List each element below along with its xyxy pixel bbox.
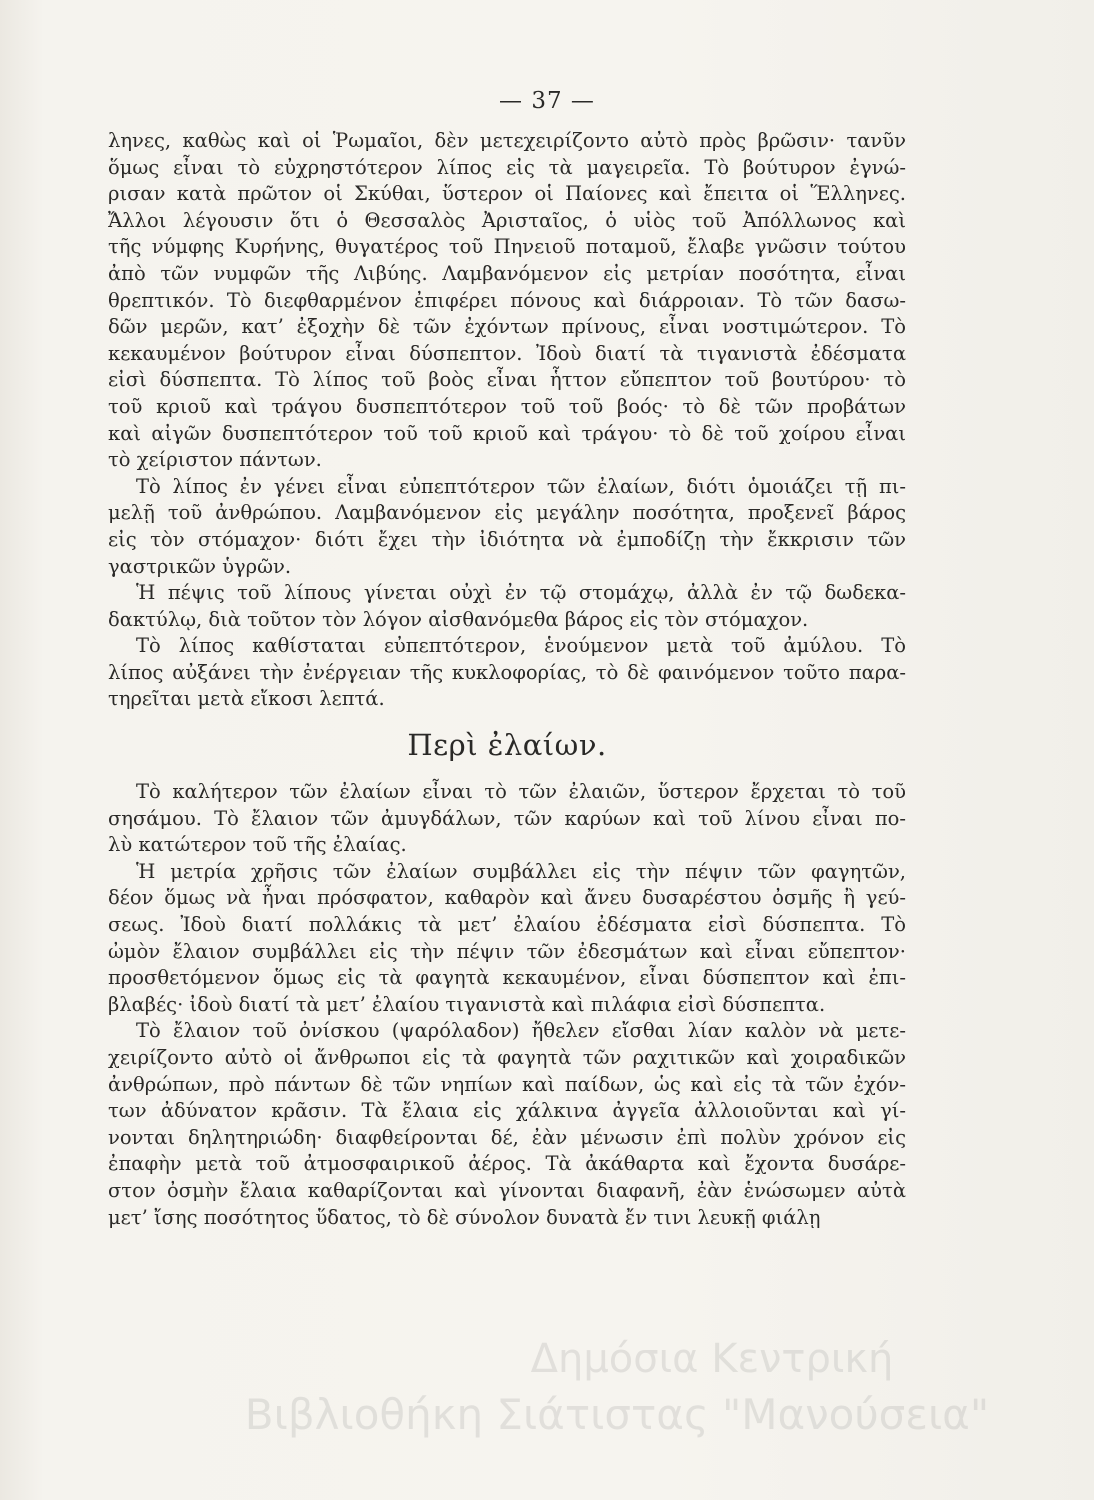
text-line: ληνες, καθὼς καὶ οἱ Ῥωμαῖοι, δὲν μετεχειρίζοντο αὐτὸ πρὸς βρῶσιν· τανῦν	[108, 129, 906, 152]
library-watermark-line1: Δημόσια Κεντρική	[530, 1336, 894, 1382]
text-line: Ἡ μετρία χρῆσις τῶν ἐλαίων συμβάλλει εἰς τὴν πέψιν τῶν φαγητῶν,	[136, 859, 906, 883]
text-line: ρισαν κατὰ πρῶτον οἱ Σκύθαι, ὕστερον οἱ Παίονες καὶ ἔπειτα οἱ Ἕλληνες.	[108, 182, 906, 206]
text-line: θρεπτικόν. Τὸ διεφθαρμένον ἐπιφέρει πόνους καὶ διάρροιαν. Τὸ τῶν δασω-	[108, 288, 906, 312]
text-line: Τὸ καλήτερον τῶν ἐλαίων εἶναι τὸ τῶν ἐλαιῶν, ὕστερον ἔρχεται τὸ τοῦ	[136, 780, 906, 804]
text-line: δέον ὅμως νὰ ἦναι πρόσφατον, καθαρὸν καὶ ἄνευ δυσαρέστου ὀσμῆς ἢ γεύ-	[108, 886, 906, 910]
paragraph-p4	[108, 633, 906, 713]
paragraph-p5	[108, 779, 906, 859]
text-line: σεως. Ἰδοὺ διατί πολλάκις τὰ μετ’ ἐλαίου ἐδέσματα εἰσὶ δύσπεπτα. Τὸ	[108, 913, 906, 937]
text-line: κεκαυμένον βούτυρον εἶναι δύσπεπτον. Ἰδοὺ διατί τὰ τιγανιστὰ ἐδέσματα	[108, 341, 906, 365]
section-heading: Περὶ ἐλαίων.	[407, 728, 607, 763]
paragraph-p7	[108, 1018, 906, 1231]
text-line: ὅμως εἶναι τὸ εὐχρηστότερον λίπος εἰς τὰ μαγειρεῖα. Τὸ βούτυρον ἐγνώ-	[108, 155, 906, 179]
text-line: τηρεῖται μετὰ εἴκοσι λεπτά.	[108, 687, 385, 711]
page-number: — 37 —	[499, 88, 595, 114]
text-line: λὺ κατώτερον τοῦ τῆς ἐλαίας.	[108, 833, 407, 857]
text-line: προσθετόμενον ὅμως εἰς τὰ φαγητὰ κεκαυμένον, εἶναι δύσπεπτον καὶ ἐπι-	[108, 966, 906, 990]
text-line: εἰς τὸν στόμαχον· διότι ἔχει τὴν ἰδιότητα νὰ ἐμποδίζῃ τὴν ἔκκρισιν τῶν	[108, 527, 906, 551]
text-line: Τὸ λίπος ἐν γένει εἶναι εὐπεπτότερον τῶν ἐλαίων, διότι ὁμοιάζει τῇ πι-	[136, 474, 906, 498]
text-line: Ἄλλοι λέγουσιν ὅτι ὁ Θεσσαλὸς Ἀρισταῖος, ὁ υἱὸς τοῦ Ἀπόλλωνος καὶ	[108, 208, 906, 232]
paragraph-p3	[108, 580, 906, 633]
text-line: καὶ αἰγῶν δυσπεπτότερον τοῦ τοῦ κριοῦ καὶ τράγου· τὸ δὲ τοῦ χοίρου εἶναι	[108, 421, 906, 445]
text-line: μελῇ τοῦ ἀνθρώπου. Λαμβανόμενον εἰς μεγάλην ποσότητα, προξενεῖ βάρος	[108, 501, 906, 525]
text-line: τοῦ κριοῦ καὶ τράγου δυσπεπτότερον τοῦ τοῦ βοός· τὸ δὲ τῶν προβάτων	[108, 394, 906, 418]
library-watermark-line2: Βιβλιοθήκη Σιάτιστας "Μανούσεια"	[244, 1390, 990, 1439]
text-line: εἰσὶ δύσπεπτα. Τὸ λίπος τοῦ βοὸς εἶναι ἧττον εὔπεπτον τοῦ βουτύρου· τὸ	[108, 368, 906, 392]
text-line: Τὸ λίπος καθίσταται εὐπεπτότερον, ἑνούμενον μετὰ τοῦ ἀμύλου. Τὸ	[136, 634, 906, 658]
paragraphs-after-heading	[108, 779, 906, 1231]
body-text	[108, 128, 906, 1231]
text-line: σησάμου. Τὸ ἔλαιον τῶν ἀμυγδάλων, τῶν καρύων καὶ τοῦ λίνου εἶναι πο-	[108, 806, 906, 830]
text-line: λίπος αὐξάνει τὴν ἐνέργειαν τῆς κυκλοφορίας, τὸ δὲ φαινόμενον τοῦτο παρα-	[108, 660, 906, 684]
paragraph-p2	[108, 474, 906, 580]
text-line: ἐπαφὴν μετὰ τοῦ ἀτμοσφαιρικοῦ ἀέρος. Τὰ ἀκάθαρτα καὶ ἔχοντα δυσάρε-	[108, 1152, 906, 1176]
text-line: στον ὀσμὴν ἔλαια καθαρίζονται καὶ γίνονται διαφανῆ, ἐὰν ἑνώσωμεν αὐτὰ	[108, 1178, 906, 1202]
text-line: ὠμὸν ἔλαιον συμβάλλει εἰς τὴν πέψιν τῶν ἐδεσμάτων καὶ εἶναι εὔπεπτον·	[108, 939, 906, 963]
paragraphs-before-heading	[108, 128, 906, 713]
text-line: των ἀδύνατον κρᾶσιν. Τὰ ἔλαια εἰς χάλκινα ἀγγεῖα ἀλλοιοῦνται καὶ γί-	[108, 1099, 906, 1123]
paragraph-p6	[108, 859, 906, 1019]
text-line: βλαβές· ἰδοὺ διατί τὰ μετ’ ἐλαίου τιγανιστὰ καὶ πιλάφια εἰσὶ δύσπεπτα.	[108, 992, 826, 1016]
text-line: δακτύλῳ, διὰ τοῦτον τὸν λόγον αἰσθανόμεθα βάρος εἰς τὸν στόμαχον.	[108, 607, 809, 631]
text-line: τὸ χείριστον πάντων.	[108, 448, 322, 472]
paragraph-p1	[108, 128, 906, 474]
text-line: γαστρικῶν ὑγρῶν.	[108, 554, 292, 578]
text-line: Τὸ ἔλαιον τοῦ ὀνίσκου (ψαρόλαδον) ἤθελεν εἴσθαι λίαν καλὸν νὰ μετε-	[136, 1019, 906, 1043]
text-line: Ἡ πέψις τοῦ λίπους γίνεται οὐχὶ ἐν τῷ στομάχῳ, ἀλλὰ ἐν τῷ δωδεκα-	[136, 581, 906, 605]
text-line: μετ’ ἴσης ποσότητος ὕδατος, τὸ δὲ σύνολον δυνατὰ ἔν τινι λευκῇ φιάλῃ	[108, 1205, 821, 1229]
text-line: δῶν μερῶν, κατ’ ἐξοχὴν δὲ τῶν ἐχόντων πρίνους, εἶναι νοστιμώτερον. Τὸ	[108, 315, 906, 339]
text-line: χειρίζοντο αὐτὸ οἱ ἄνθρωποι εἰς τὰ φαγητὰ τῶν ραχιτικῶν καὶ χοιραδικῶν	[108, 1046, 906, 1069]
text-line: ἀπὸ τῶν νυμφῶν τῆς Λιβύης. Λαμβανόμενον εἰς μετρίαν ποσότητα, εἶναι	[108, 261, 906, 285]
text-line: τῆς νύμφης Κυρήνης, θυγατέρος τοῦ Πηνειοῦ ποταμοῦ, ἔλαβε γνῶσιν τούτου	[108, 235, 906, 259]
text-line: νονται δηλητηριώδη· διαφθείρονται δέ, ἐὰν μένωσιν ἐπὶ πολὺν χρόνον εἰς	[108, 1125, 906, 1149]
text-line: ἀνθρώπων, πρὸ πάντων δὲ τῶν νηπίων καὶ παίδων, ὡς καὶ εἰς τὰ τῶν ἐχόν-	[108, 1072, 906, 1096]
